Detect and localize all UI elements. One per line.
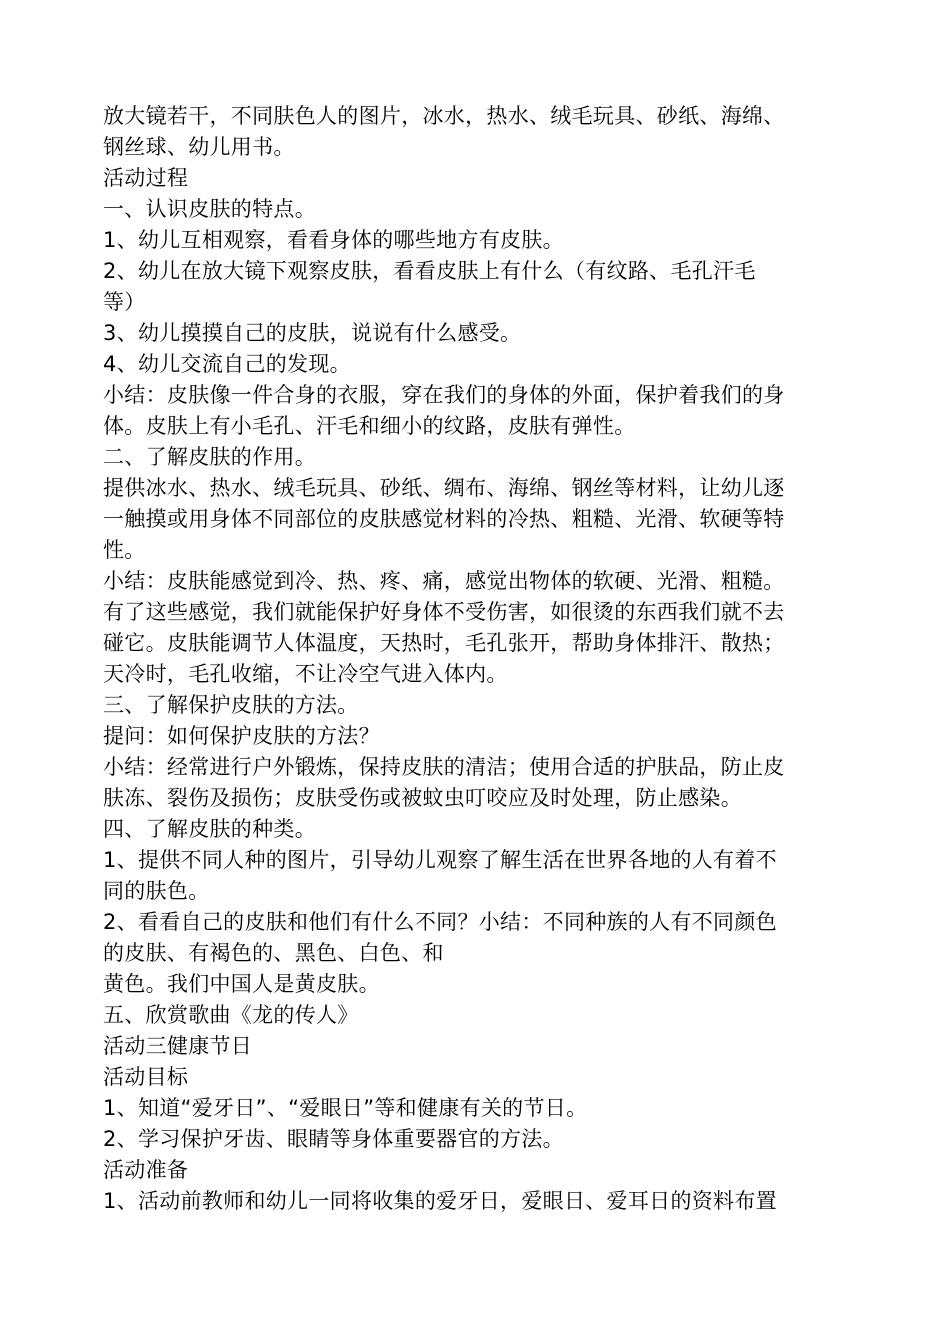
text-line: 黄色。我们中国人是黄皮肤。 xyxy=(103,972,380,996)
text-line: 小结：皮肤像一件合身的衣服，穿在我们的身体的外面，保护着我们的身 xyxy=(103,383,785,407)
section-heading: 活动过程 xyxy=(103,166,189,190)
text-line: 小结：经常进行户外锻炼，保持皮肤的清洁；使用合适的护肤品，防止皮 xyxy=(103,755,785,779)
subsection-heading: 三、了解保护皮肤的方法。 xyxy=(103,693,359,717)
text-line: 性。 xyxy=(103,538,146,562)
text-line: 一触摸或用身体不同部位的皮肤感觉材料的冷热、粗糙、光滑、软硬等特 xyxy=(103,507,785,531)
text-line: 的皮肤、有褐色的、黑色、白色、和 xyxy=(103,941,444,965)
text-line: 肤冻、裂伤及损伤；皮肤受伤或被蚊虫叮咬应及时处理，防止感染。 xyxy=(103,786,742,810)
text-line: 有了这些感觉，我们就能保护好身体不受伤害，如很烫的东西我们就不去 xyxy=(103,600,785,624)
text-line: 同的肤色。 xyxy=(103,879,210,903)
text-line: 2、学习保护牙齿、眼睛等身体重要器官的方法。 xyxy=(103,1127,564,1151)
text-line: 等） xyxy=(103,290,146,314)
text-line: 放大镜若干，不同肤色人的图片，冰水，热水、绒毛玩具、砂纸、海绵、 xyxy=(103,104,785,128)
subsection-heading: 四、了解皮肤的种类。 xyxy=(103,817,316,841)
text-line: 天冷时，毛孔收缩，不让冷空气进入体内。 xyxy=(103,662,508,686)
text-line: 体。皮肤上有小毛孔、汗毛和细小的纹路，皮肤有弹性。 xyxy=(103,414,636,438)
section-heading: 活动准备 xyxy=(103,1158,189,1182)
text-line: 提供冰水、热水、绒毛玩具、砂纸、绸布、海绵、钢丝等材料，让幼儿逐 xyxy=(103,476,785,500)
document-body xyxy=(103,101,853,1217)
text-line: 钢丝球、幼儿用书。 xyxy=(103,135,295,159)
text-line: 4、幼儿交流自己的发现。 xyxy=(103,352,351,376)
section-heading: 活动三健康节日 xyxy=(103,1034,253,1058)
subsection-heading: 二、了解皮肤的作用。 xyxy=(103,445,316,469)
text-line: 2、看看自己的皮肤和他们有什么不同？小结：不同种族的人有不同颜色 xyxy=(103,910,777,934)
text-line: 碰它。皮肤能调节人体温度，天热时，毛孔张开，帮助身体排汗、散热； xyxy=(103,631,785,655)
text-line: 1、幼儿互相观察，看看身体的哪些地方有皮肤。 xyxy=(103,228,564,252)
text-line: 2、幼儿在放大镜下观察皮肤，看看皮肤上有什么（有纹路、毛孔汗毛 xyxy=(103,259,756,283)
text-line: 提问：如何保护皮肤的方法？ xyxy=(103,724,380,748)
subsection-heading: 五、欣赏歌曲《龙的传人》 xyxy=(103,1003,359,1027)
text-line: 3、幼儿摸摸自己的皮肤，说说有什么感受。 xyxy=(103,321,522,345)
text-line: 1、提供不同人种的图片，引导幼儿观察了解生活在世界各地的人有着不 xyxy=(103,848,777,872)
text-line: 1、活动前教师和幼儿一同将收集的爱牙日，爱眼日、爱耳日的资料布置 xyxy=(103,1189,777,1213)
text-line: 1、知道“爱牙日”、“爱眼日”等和健康有关的节日。 xyxy=(103,1096,588,1120)
text-line: 小结：皮肤能感觉到冷、热、疼、痛，感觉出物体的软硬、光滑、粗糙。 xyxy=(103,569,785,593)
section-heading: 活动目标 xyxy=(103,1065,189,1089)
subsection-heading: 一、认识皮肤的特点。 xyxy=(103,197,316,221)
